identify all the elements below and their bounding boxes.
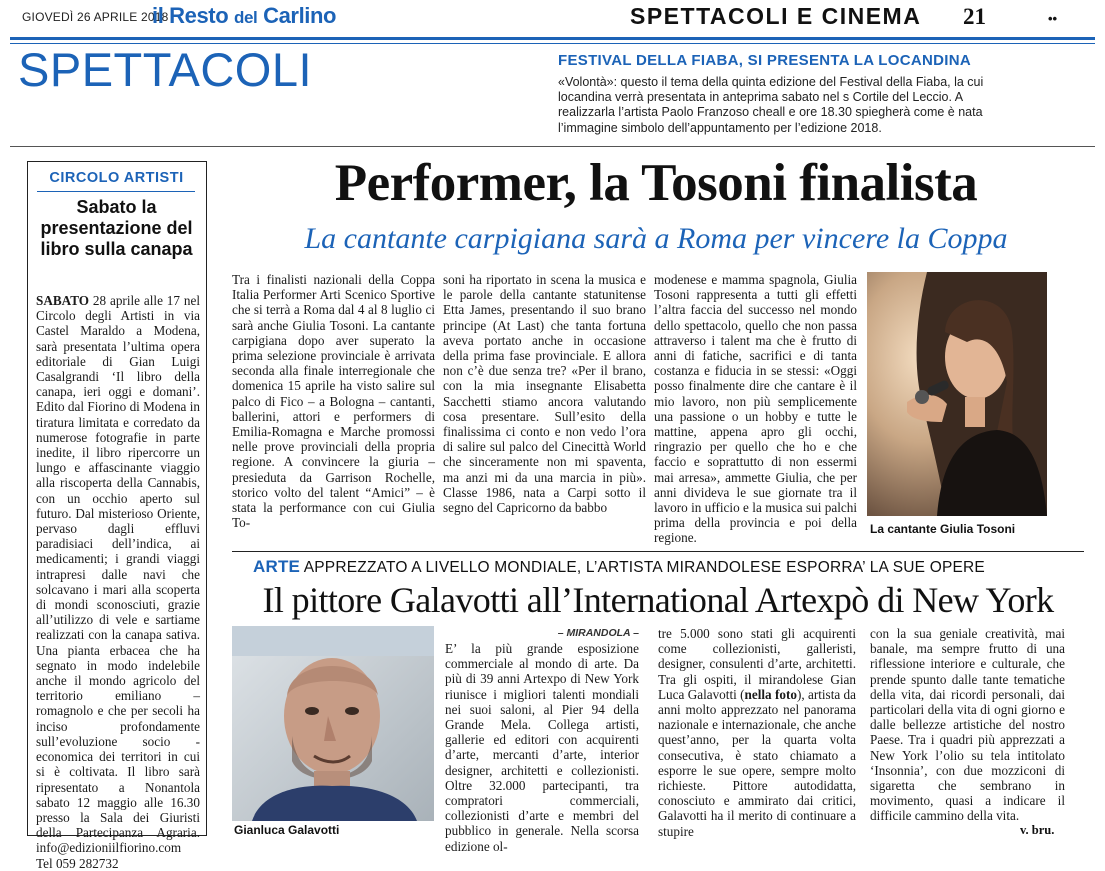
section-label: SPETTACOLI — [18, 43, 313, 96]
issue-date: GIOVEDÌ 26 APRILE 2018 — [22, 10, 169, 24]
sidebar-rule — [37, 191, 195, 192]
sidebar-body — [36, 293, 200, 871]
article2-column-1: E’ la più grande esposizione commerciale al mondo di arte. Da più di 39 anni Artexpo di New York riunisce i migliori talenti mondiali nei suoi saloni, al Pier 94 della Grande Mela. Collega artisti, gallerie ed editori con acquirenti d’arte, mercanti d’arte, interior designer, architetti e collezionisti. Oltre 32.000 partecipanti, tra compratori commerciali, collezionisti d’arte e membri del pubblico in generale. Nella scorsa edizione ol- — [445, 641, 639, 854]
logo-part-1: il Resto — [152, 3, 229, 28]
article2-column-3: con la sua geniale creatività, mai banale, ma sempre frutto di una riflessione interiore e culturale, che prende spunto dalle tante tematiche della vita, dai ricordi personali, dai particolari della vita di ogni giorno e dalle bellezze artistiche del nostro Paese. Tra i quadri più apprezzati a New York l’olio su tela intitolato ‘Insonnia’, con due mozziconi di sigaretta che sembrano in movimento, quasi a indicare il difficile cammino della vita. — [870, 626, 1065, 824]
painter-photo-image — [232, 626, 434, 821]
sidebar-lead-word: SABATO — [36, 293, 90, 308]
painter-photo-caption: Gianluca Galavotti — [234, 823, 340, 837]
sidebar-body-text: 28 aprile alle 17 nel Circolo degli Artisti in via Castel Maraldo a Modena, sarà presentata l’ultima opera editoriale di Gian Luigi Casalgrandi ‘Il libro della canapa, ieri oggi e domani’. Edito dal Fiorino di Modena in tiratura limitata e corredato da numerose fotografie in parte inedite, il libro ripercorre un lungo e affascinante viaggio alla riscoperta della Cannabis, con un occhio aperto sul futuro. Dal misterioso Oriente, pervaso dagli effluvi paradisiaci dell’indica, ai medicamenti; i grandi viaggi intrapresi dalle navi che solcavano i mari alla scoperta di mondi sconosciuti, grazie all’utilizzo di vele e sartiame realizzati con la canapa sativa. Una pianta erbacea che ha segnato in modo indelebile anche il mondo agricolo del territorio emiliano – romagnolo e che per secoli ha inciso profondamente sull’evoluzione socio - economica dei territori in cui si è coltivata. Il libro sarà ripresentato a Nonantola sabato 12 maggio alle 16.30 presso la Sala dei Giuristi della Partecipanza Agraria. info@edizioniilfiorino.com Tel 059 282732 — [36, 293, 200, 871]
sidebar-headline: Sabato la presentazione del libro sulla canapa — [40, 197, 193, 259]
article2-headline: Il pittore Galavotti all’International Artexpò di New York — [262, 580, 1054, 620]
article2-kicker-text: APPREZZATO A LIVELLO MONDIALE, L’ARTISTA MIRANDOLESE ESPORRA’ LA SUE OPERE — [303, 559, 985, 576]
logo-part-3: Carlino — [263, 3, 337, 28]
article2-kicker-tag: ARTE — [253, 557, 301, 576]
festival-brief-title: FESTIVAL DELLA FIABA, SI PRESENTA LA LOCANDINA — [558, 52, 971, 69]
sidebar-kicker: CIRCOLO ARTISTI — [49, 170, 184, 186]
header-divider — [10, 146, 1095, 147]
article1-column-1: Tra i finalisti nazionali della Coppa Italia Performer Arti Scenico Sportive che si terrà a Roma dal 4 al 8 luglio ci sarà anche Giulia Tosoni. La cantante carpigiana dopo aver superato la prima selezione provinciale è arrivata seconda alla finale interregionale che domenica 15 aprile ha visto salire sul palco di Fico – a Bologna – cantanti, ballerini, attori e performers di Emilia-Romagna e Marche promossi nelle prove provinciali della propria regione. A convincere la giuria – presieduta da Garrison Rochelle, storico volto del talent “Amici” – è stata la performance con cui Giulia To- — [232, 272, 435, 531]
page-number: 21 — [963, 4, 986, 29]
dots-mark: •• — [1048, 11, 1058, 26]
article2-column-2-a: tre 5.000 sono stati gli acquirenti come collezionisti, galleristi, designer, consulenti d’arte, architetti. Tra gli ospiti, il mirandolese Gian Luca Galavotti ( — [658, 626, 856, 702]
article2-kicker — [253, 557, 985, 577]
article1-column-2: soni ha riportato in scena la musica e le parole della cantante statunitense Etta James, presentando il suo brano principe (At Last) che tanta fortuna aveva portato anche in occasione della prima fase provinciale. E allora non c’è due senza tre? «Per il brano, con la mia insegnante Elisabetta Sacchetti stiamo ancora valutando cosa presentare. Sull’esito della finalissima ci conto e non vedo l’ora di salire sul palco del Cinecittà World che sinceramente non mi spaventa, ma anzi mi da una marcia in più». Classe 1986, nata a Carpi sotto il segno del Capricorno da babbo — [443, 272, 646, 516]
main-headline: Performer, la Tosoni finalista — [334, 154, 978, 212]
section-heading: SPETTACOLI E CINEMA — [630, 3, 922, 29]
main-subheadline: La cantante carpigiana sarà a Roma per vincere la Coppa — [304, 222, 1008, 255]
festival-brief-body: «Volontà»: questo il tema della quinta edizione del Festival della Fiaba, la cui locandina verrà presentata in anteprima sabato nel s Cortile del Leccio. A realizzarla l’artista Paolo Franzoso cheall e ore 18.30 spiegherà come è nata l’immagine simbolo dell’appuntamento per l’edizione 2018. — [558, 75, 984, 135]
article2-column-2 — [658, 626, 856, 839]
logo-part-2: del — [233, 8, 258, 27]
singer-photo-caption: La cantante Giulia Tosoni — [870, 522, 1016, 536]
article1-column-3: modenese e mamma spagnola, Giulia Tosoni rappresenta a tutti gli effetti l’altra faccia del successo nel mondo dello spettacolo, quello che non passa attraverso i talent ma che è frutto di anni di fatiche, sacrifici e di tanta costanza e fiducia in se stessi: «Oggi posso finalmente dire che cantare è il mio lavoro, non più semplicemente una passione o un hobby e tutte le mattine, appena apro gli occhi, ringrazio per quello che ho e che faccio e soprattutto di non essermi mai arresa», ammette Giulia, che per anni divideva le sue giornate tra il lavoro in ufficio e la musica sui palchi prima della provincia e poi della regione. — [654, 272, 857, 546]
dateline: – MIRANDOLA – — [557, 627, 639, 639]
newspaper-logo — [152, 3, 336, 29]
article2-column-2-b: ), artista da anni molto apprezzato nel panorama nazionale e internazionale, che anche quest’anno, per la quarta volta consecutiva, è stato chiamato a esporre le sue opere, sempre molto richieste. Pittore autodidatta, conosciuto e ammirato dai critici, Galavotti ha il merito di continuare a stupire — [658, 686, 856, 839]
singer-photo — [867, 272, 1047, 516]
top-rule — [10, 37, 1095, 40]
article2-rule — [232, 551, 1084, 552]
author-signature: v. bru. — [1020, 823, 1055, 837]
painter-photo — [232, 626, 434, 821]
singer-photo-image — [867, 272, 1047, 516]
article2-photo-ref: nella foto — [744, 686, 797, 702]
